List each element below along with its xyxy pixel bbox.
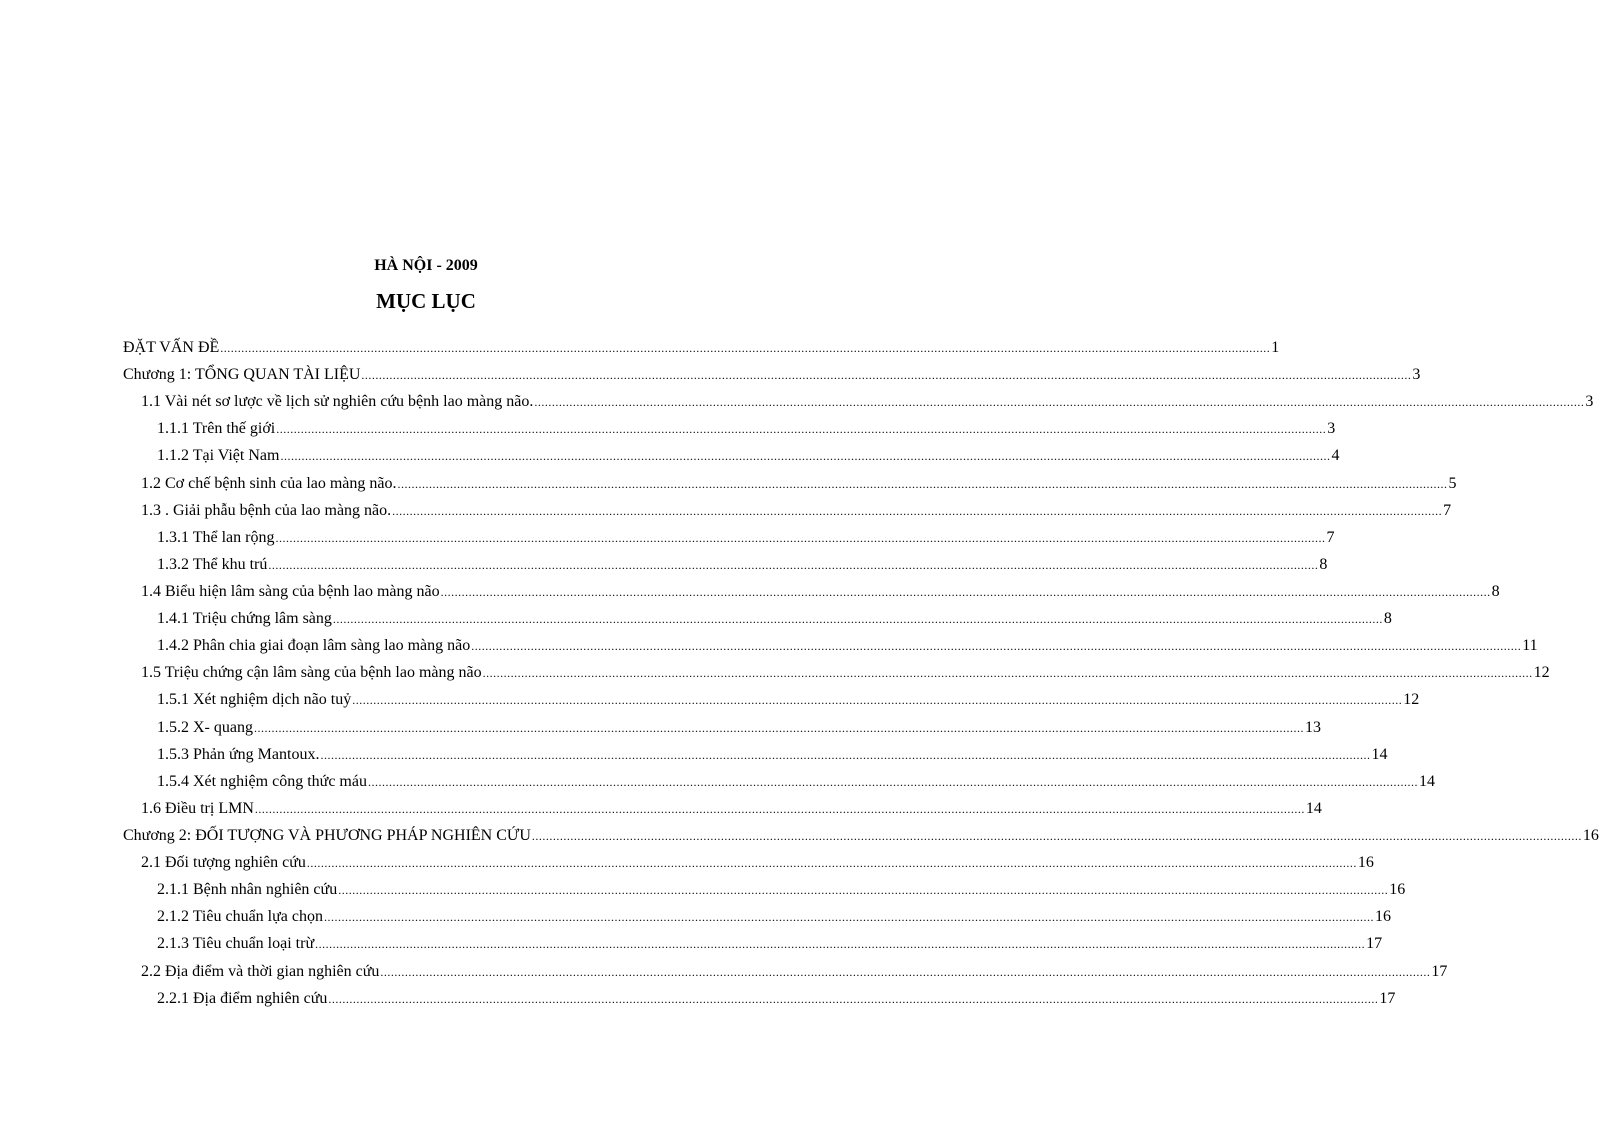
- toc-dot-leader: ............................................................................................................................................................................................................................................................................................................: [315, 937, 1366, 952]
- toc-dot-leader: ............................................................................................................................................................................................................................................................................................................: [268, 557, 1319, 572]
- toc-entry: [123, 501, 1452, 529]
- toc-page-number: 4: [1331, 447, 1340, 465]
- toc-entry-title: 1.1.1 Trên thế giới: [157, 420, 276, 438]
- toc-dot-leader: ............................................................................................................................................................................................................................................................................................................: [276, 422, 1327, 437]
- toc-entry: [123, 420, 1336, 447]
- toc-entry-title: 1.5.2 X- quang: [157, 718, 253, 736]
- toc-entry-title: 1.5.4 Xét nghiệm công thức máu: [157, 772, 367, 790]
- toc-dot-leader: ............................................................................................................................................................................................................................................................................................................: [534, 395, 1585, 410]
- toc-entry: [123, 962, 1448, 990]
- toc-dot-leader: ............................................................................................................................................................................................................................................................................................................: [253, 720, 1304, 735]
- toc-page-number: 7: [1443, 501, 1452, 519]
- toc-entry-title: 1.3.1 Thể lan rộng: [157, 528, 275, 546]
- toc-entry: [123, 366, 1421, 393]
- toc-page-number: 3: [1585, 393, 1594, 411]
- toc-dot-leader: ............................................................................................................................................................................................................................................................................................................: [361, 368, 1412, 383]
- toc-dot-leader: ............................................................................................................................................................................................................................................................................................................: [324, 910, 1374, 925]
- toc-page-number: 11: [1522, 637, 1538, 655]
- toc-page-number: 3: [1412, 366, 1421, 384]
- toc-entry-title: 1.5 Triệu chứng cận lâm sàng của bệnh lao màng não: [141, 664, 482, 682]
- toc-dot-leader: ............................................................................................................................................................................................................................................................................................................: [352, 693, 1403, 708]
- toc-page-number: 12: [1403, 691, 1420, 709]
- toc-entry: [123, 691, 1420, 718]
- toc-dot-leader: ............................................................................................................................................................................................................................................................................................................: [328, 991, 1379, 1006]
- toc-page-number: 17: [1366, 935, 1383, 953]
- toc-entry: [123, 989, 1396, 1017]
- toc-page-number: 13: [1304, 718, 1321, 736]
- toc-entry-title: Chương 2: ĐỐI TƯỢNG VÀ PHƯƠNG PHÁP NGHIÊN CỨU: [123, 826, 531, 844]
- toc-page-number: 16: [1357, 854, 1374, 872]
- toc-page-number: 16: [1375, 908, 1391, 926]
- toc-entry: [123, 637, 1538, 664]
- toc-entry-title: 1.4.2 Phân chia giai đoạn lâm sàng lao màng não: [157, 637, 471, 655]
- toc-entry-title: 1.4.1 Triệu chứng lâm sàng: [157, 610, 332, 628]
- toc-entry: [123, 474, 1457, 502]
- toc-page-number: 8: [1383, 610, 1392, 628]
- toc-entry-title: 1.5.1 Xét nghiệm dịch não tuỷ: [157, 691, 352, 709]
- toc-page-number: 7: [1326, 528, 1335, 546]
- toc-entry: [123, 339, 1280, 366]
- toc-entry: [123, 854, 1374, 881]
- toc-page-number: 8: [1319, 555, 1328, 573]
- toc-entry: [123, 447, 1340, 474]
- toc-dot-leader: ............................................................................................................................................................................................................................................................................................................: [254, 801, 1305, 816]
- toc-dot-leader: ............................................................................................................................................................................................................................................................................................................: [471, 639, 1522, 654]
- toc-entry: [123, 528, 1335, 556]
- toc-entry: [123, 908, 1391, 935]
- toc-entry-title: 2.2 Địa điểm và thời gian nghiên cứu: [141, 962, 380, 980]
- toc-dot-leader: ............................................................................................................................................................................................................................................................................................................: [320, 747, 1371, 762]
- toc-page-number: 3: [1327, 420, 1336, 438]
- toc-entry: [123, 745, 1388, 773]
- toc-page-number: 16: [1389, 881, 1406, 899]
- toc-dot-leader: ............................................................................................................................................................................................................................................................................................................: [332, 612, 1383, 627]
- toc-page-number: 17: [1379, 989, 1396, 1007]
- toc-entry: [123, 881, 1406, 908]
- toc-page-number: 14: [1418, 772, 1435, 790]
- toc-dot-leader: ............................................................................................................................................................................................................................................................................................................: [440, 584, 1491, 599]
- toc-dot-leader: ............................................................................................................................................................................................................................................................................................................: [380, 964, 1431, 979]
- toc-page-number: 8: [1491, 582, 1500, 600]
- toc-entry-title: 2.2.1 Địa điểm nghiên cứu: [157, 989, 328, 1007]
- toc-entry-title: 1.5.3 Phản ứng Mantoux.: [157, 745, 320, 763]
- toc-entry-title: ĐẶT VẤN ĐỀ: [123, 339, 220, 356]
- toc-dot-leader: ............................................................................................................................................................................................................................................................................................................: [220, 341, 1271, 355]
- toc-entry-title: 1.2 Cơ chế bệnh sinh của lao màng não.: [141, 474, 397, 492]
- toc-entry: [123, 718, 1321, 746]
- toc-dot-leader: ............................................................................................................................................................................................................................................................................................................: [306, 856, 1357, 871]
- toc-entry-title: 1.1 Vài nét sơ lược về lịch sử nghiên cứu bệnh lao màng não.: [141, 393, 534, 411]
- place-year-heading: HÀ NỘI - 2009: [374, 257, 478, 274]
- toc-page-number: 17: [1431, 962, 1448, 980]
- toc-entry: [123, 555, 1328, 583]
- toc-dot-leader: ............................................................................................................................................................................................................................................................................................................: [367, 774, 1418, 789]
- toc-entry: [123, 664, 1550, 691]
- toc-dot-leader: ............................................................................................................................................................................................................................................................................................................: [275, 530, 1326, 545]
- toc-dot-leader: ............................................................................................................................................................................................................................................................................................................: [392, 503, 1443, 518]
- toc-entry-title: 2.1.2 Tiêu chuẩn lựa chọn: [157, 908, 323, 926]
- toc-dot-leader: ............................................................................................................................................................................................................................................................................................................: [482, 666, 1533, 681]
- toc-entry-title: 2.1.1 Bệnh nhân nghiên cứu: [157, 881, 338, 899]
- table-of-contents: [123, 339, 1599, 1017]
- toc-entry: [123, 826, 1599, 854]
- toc-page-number: 12: [1533, 664, 1550, 682]
- toc-entry-title: 2.1 Đối tượng nghiên cứu: [141, 854, 306, 872]
- toc-entry-title: 1.6 Điều trị LMN: [141, 799, 254, 817]
- toc-entry: [123, 799, 1322, 827]
- toc-entry: [123, 610, 1392, 637]
- toc-entry: [123, 772, 1435, 800]
- toc-page-number: 5: [1448, 474, 1457, 492]
- toc-dot-leader: ............................................................................................................................................................................................................................................................................................................: [531, 828, 1582, 843]
- toc-page-number: 14: [1371, 745, 1388, 763]
- page-title: MỤC LỤC: [376, 289, 476, 313]
- toc-entry: [123, 393, 1594, 420]
- toc-entry-title: 1.3 . Giải phẫu bệnh của lao màng não.: [141, 501, 392, 519]
- toc-entry: [123, 582, 1500, 610]
- toc-entry: [123, 935, 1383, 962]
- toc-entry-title: 2.1.3 Tiêu chuẩn loại trừ: [157, 935, 315, 953]
- toc-page-number: 14: [1305, 799, 1322, 817]
- toc-dot-leader: ............................................................................................................................................................................................................................................................................................................: [338, 883, 1389, 898]
- toc-entry-title: Chương 1: TỔNG QUAN TÀI LIỆU: [123, 366, 361, 384]
- toc-page-number: 1: [1271, 339, 1280, 356]
- toc-entry-title: 1.1.2 Tại Việt Nam: [157, 447, 280, 465]
- toc-page-number: 16: [1582, 826, 1599, 844]
- toc-entry-title: 1.3.2 Thể khu trú: [157, 555, 268, 573]
- toc-dot-leader: ............................................................................................................................................................................................................................................................................................................: [280, 449, 1331, 464]
- toc-entry-title: 1.4 Biểu hiện lâm sàng của bệnh lao màng não: [141, 582, 440, 600]
- toc-dot-leader: ............................................................................................................................................................................................................................................................................................................: [397, 476, 1448, 491]
